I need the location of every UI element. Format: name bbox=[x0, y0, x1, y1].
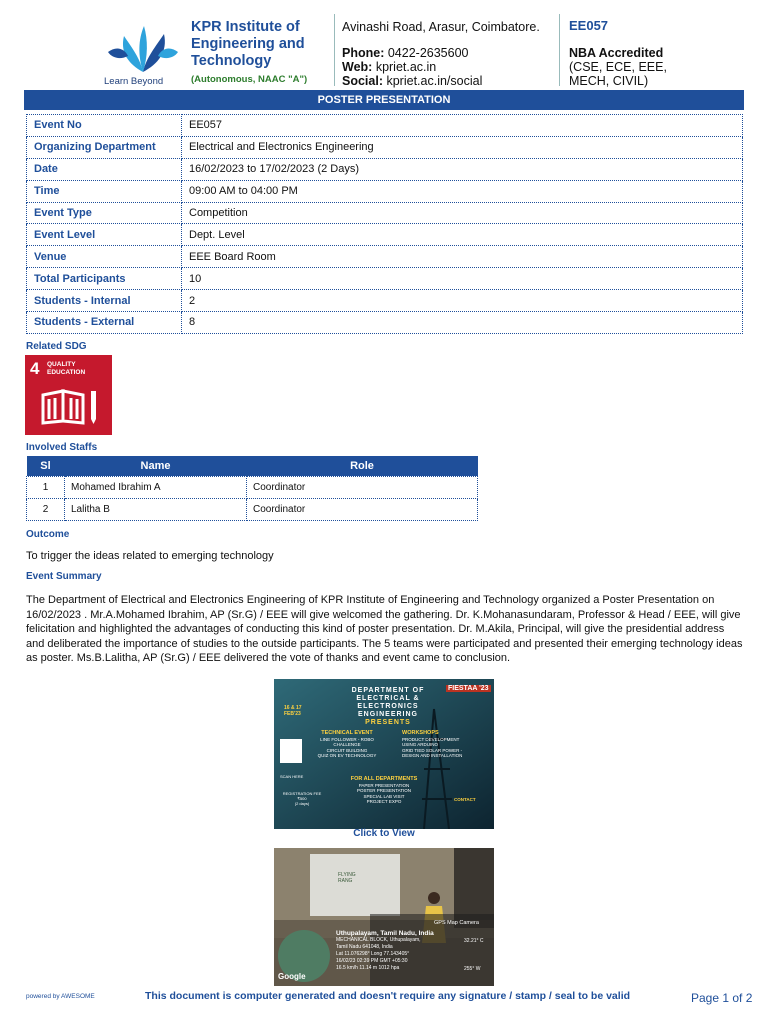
gps-temp: 32.21° C bbox=[464, 938, 484, 944]
detail-value: 09:00 AM to 04:00 PM bbox=[182, 180, 743, 202]
header-divider bbox=[559, 14, 560, 86]
sdg-badge: 4 QUALITY EDUCATION bbox=[25, 355, 112, 435]
detail-key: Event Type bbox=[27, 202, 182, 224]
poster-workshops: WORKSHOPS PRODUCT DEVELOPMENT USING ARDUINO GRID TIED SOLAR POWER - DESIGN AND INSTALLATION bbox=[402, 730, 463, 758]
powered-by: powered by AWESOME bbox=[26, 993, 95, 1000]
staff-name: Mohamed Ibrahim A bbox=[65, 476, 247, 498]
detail-value: 16/02/2023 to 17/02/2023 (2 Days) bbox=[182, 158, 743, 180]
detail-key: Time bbox=[27, 180, 182, 202]
page-indicator: Page 1 of 2 bbox=[691, 991, 753, 1005]
table-row bbox=[27, 498, 478, 520]
detail-key: Organizing Department bbox=[27, 136, 182, 158]
detail-value: 8 bbox=[182, 312, 743, 334]
gps-stamp: Uthupalayam, Tamil Nadu, India MECHANICAL BLOCK, Uthupalayam, Tamil Nadu 641048, India Lat 11.076298° Long 77.143405° 16/02/23 02:39 PM GMT +05:30 16.5 km/h 11.14 m 1012 hpa bbox=[336, 930, 434, 971]
sdg-heading: Related SDG bbox=[26, 341, 87, 352]
poster-all-depts: FOR ALL DEPARTMENTS PAPER PRESENTATION POSTER PRESENTATION SPECIAL LAB VISIT PROJECT EXPO bbox=[350, 776, 418, 804]
table-row bbox=[27, 202, 743, 224]
header-divider bbox=[334, 14, 335, 86]
table-row bbox=[27, 224, 743, 246]
poster-contact: CONTACT bbox=[454, 797, 476, 802]
institute-name: KPR Institute of Engineering and Technology bbox=[191, 19, 305, 69]
photo-screen-text: FLYING RANG bbox=[338, 872, 356, 884]
detail-key: Students - External bbox=[27, 312, 182, 334]
address: Avinashi Road, Arasur, Coimbatore. bbox=[342, 20, 540, 34]
table-row bbox=[27, 268, 743, 290]
page-header bbox=[24, 10, 744, 90]
summary-heading: Event Summary bbox=[26, 571, 102, 582]
event-code: EE057 bbox=[569, 18, 609, 33]
detail-value: EE057 bbox=[182, 115, 743, 137]
staff-table bbox=[26, 456, 478, 521]
social-link[interactable]: kpriet.ac.in/social bbox=[386, 74, 483, 88]
staff-heading: Involved Staffs bbox=[26, 442, 98, 453]
poster-dept-title: DEPARTMENT OF ELECTRICAL & ELECTRONICS ENGINEERING PRESENTS bbox=[351, 687, 425, 726]
summary-text: The Department of Electrical and Electronics Engineering of KPR Institute of Engineering and Technology organized a Poster Presentation on 16/02/2023 . Mr.A.Mohamed Ibrahim, AP (Sr.G) / EEE will give welcomed the gathering. Dr. K.Mohanasundaram, Professor & Head / EEE, will give felicitation and highlighted the advantages of conducting this kind of poster presentation. Dr. M.Akila, Principal, will give the presidential address and deliberated the importance of studies to the outside participants. The 5 teams were participated and presented their emerging technology ideas as poster. Ms.B.Lalitha, AP (Sr.G) / EEE delivered the vote of thanks and event came to conclusion. bbox=[26, 594, 743, 665]
event-poster-image[interactable] bbox=[274, 679, 494, 829]
google-logo: Google bbox=[278, 972, 306, 981]
staff-role: Coordinator bbox=[247, 498, 478, 520]
staff-role: Coordinator bbox=[247, 476, 478, 498]
staff-name: Lalitha B bbox=[65, 498, 247, 520]
detail-value: Competition bbox=[182, 202, 743, 224]
poster-scan: SCAN HERE bbox=[280, 774, 304, 779]
detail-value: EEE Board Room bbox=[182, 246, 743, 268]
poster-reg-fee: REGISTRATION FEE ₹500 (2 days) bbox=[282, 791, 322, 806]
table-row bbox=[27, 312, 743, 334]
detail-key: Venue bbox=[27, 246, 182, 268]
poster-date-badge: 16 & 17 FEB'23 bbox=[284, 705, 302, 717]
gps-wind: 255° W bbox=[464, 966, 481, 972]
phone-number: 0422-2635600 bbox=[387, 46, 469, 60]
staff-sl: 1 bbox=[27, 476, 65, 498]
page-title: POSTER PRESENTATION bbox=[24, 90, 744, 110]
detail-value: 2 bbox=[182, 290, 743, 312]
table-row bbox=[27, 158, 743, 180]
outcome-heading: Outcome bbox=[26, 529, 70, 540]
logo-tagline: Learn Beyond bbox=[104, 76, 164, 87]
gps-stamp-title: GPS Map Camera bbox=[434, 920, 479, 926]
nba-block: NBA Accredited (CSE, ECE, EEE, MECH, CIVIL) bbox=[569, 46, 667, 88]
outcome-text: To trigger the ideas related to emerging technology bbox=[26, 550, 274, 562]
poster-technical: TECHNICAL EVENT LINE FOLLOWER - ROBO CHALLENGE CIRCUIT BUILDING QUIZ ON EV TECHNOLOGY bbox=[317, 730, 377, 758]
col-name: Name bbox=[65, 456, 247, 476]
book-pencil-icon bbox=[41, 389, 99, 425]
detail-key: Students - Internal bbox=[27, 290, 182, 312]
event-details-table bbox=[26, 114, 743, 334]
contact-block: Phone: 0422-2635600 Web: kpriet.ac.in Social: kpriet.ac.in/social bbox=[342, 46, 483, 88]
detail-key: Event No bbox=[27, 115, 182, 137]
detail-value: Dept. Level bbox=[182, 224, 743, 246]
table-row bbox=[27, 290, 743, 312]
table-row bbox=[27, 136, 743, 158]
staff-sl: 2 bbox=[27, 498, 65, 520]
detail-value: 10 bbox=[182, 268, 743, 290]
poster-festival: FIESTAA '23 bbox=[448, 685, 489, 692]
institute-logo-icon bbox=[98, 22, 188, 84]
detail-key: Event Level bbox=[27, 224, 182, 246]
footer-note: This document is computer generated and doesn't require any signature / stamp / seal to be valid bbox=[145, 990, 631, 1002]
detail-key: Total Participants bbox=[27, 268, 182, 290]
table-row bbox=[27, 476, 478, 498]
click-to-view-link[interactable]: Click to View bbox=[353, 828, 415, 839]
col-role: Role bbox=[247, 456, 478, 476]
table-row bbox=[27, 180, 743, 202]
detail-value: Electrical and Electronics Engineering bbox=[182, 136, 743, 158]
institute-subtitle: (Autonomous, NAAC "A") bbox=[191, 74, 308, 85]
web-link[interactable]: kpriet.ac.in bbox=[375, 60, 437, 74]
detail-key: Date bbox=[27, 158, 182, 180]
event-photo[interactable] bbox=[274, 848, 494, 986]
table-row bbox=[27, 246, 743, 268]
table-row bbox=[27, 115, 743, 137]
col-sl: Sl bbox=[27, 456, 65, 476]
